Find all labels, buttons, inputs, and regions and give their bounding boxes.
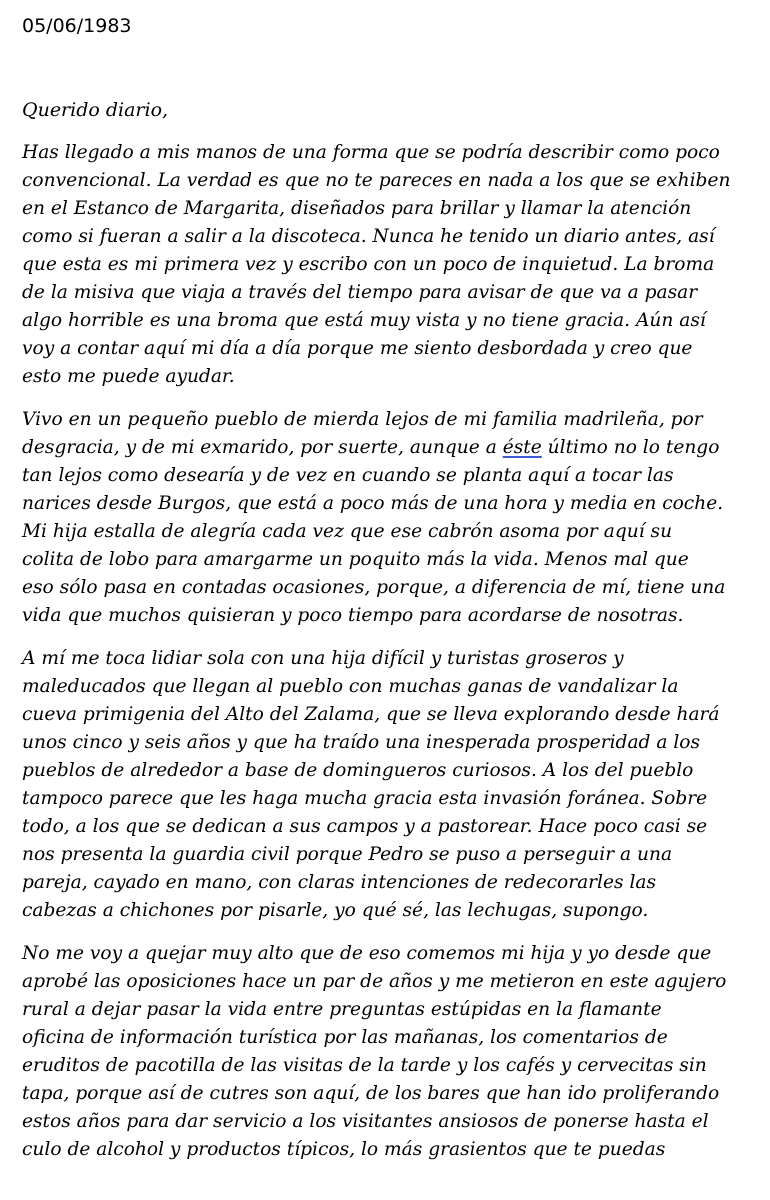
text-line: culo de alcohol y productos típicos, lo más grasientos que te puedas <box>22 1139 666 1160</box>
text-line: maleducados que llegan al pueblo con muchas ganas de vandalizar la <box>22 676 679 697</box>
text-line: No me voy a quejar muy alto que de eso comemos mi hija y yo desde que <box>22 943 712 964</box>
text-line: Has llegado a mis manos de una forma que se podría describir como poco <box>22 142 720 163</box>
text-line: tan lejos como desearía y de vez en cuando se planta aquí a tocar las <box>22 465 674 486</box>
text-line: vida que muchos quisieran y poco tiempo para acordarse de nosotras. <box>22 605 684 626</box>
spellcheck-underlined-word[interactable]: éste <box>502 437 542 458</box>
text-line: colita de lobo para amargarme un poquito más la vida. Menos mal que <box>22 549 689 570</box>
text-line: Mi hija estalla de alegría cada vez que ese cabrón asoma por aquí su <box>22 521 673 542</box>
salutation: Querido diario, <box>22 99 169 121</box>
text-line: que esta es mi primera vez y escribo con un poco de inquietud. La broma <box>22 254 715 275</box>
paragraph-1 <box>22 139 736 391</box>
text-line: eso sólo pasa en contadas ocasiones, porque, a diferencia de mí, tiene una <box>22 577 726 598</box>
paragraph-4 <box>22 940 736 1164</box>
text-line: aprobé las oposiciones hace un par de años y me metieron en este agujero <box>22 971 727 992</box>
paragraph-2 <box>22 406 736 630</box>
text-line: eruditos de pacotilla de las visitas de la tarde y los cafés y cervecitas sin <box>22 1055 707 1076</box>
text-segment: último no lo tengo <box>541 437 720 458</box>
text-line: estos años para dar servicio a los visitantes ansiosos de ponerse hasta el <box>22 1111 709 1132</box>
letter-body <box>22 139 736 1179</box>
text-line: todo, a los que se dedican a sus campos y a pastorear. Hace poco casi se <box>22 816 708 837</box>
text-line: nos presenta la guardia civil porque Pedro se puso a perseguir a una <box>22 844 673 865</box>
text-line: pueblos de alrededor a base de domingueros curiosos. A los del pueblo <box>22 760 694 781</box>
text-segment: desgracia, y de mi exmarido, por suerte, aunque a <box>22 437 503 458</box>
text-line: convencional. La verdad es que no te pareces en nada a los que se exhiben <box>22 170 731 191</box>
text-line: algo horrible es una broma que está muy vista y no tiene gracia. Aún así <box>22 310 706 331</box>
entry-date: 05/06/1983 <box>22 15 132 37</box>
text-line <box>22 434 736 462</box>
text-line: unos cinco y seis años y que ha traído una inesperada prosperidad a los <box>22 732 701 753</box>
text-line: oficina de información turística por las mañanas, los comentarios de <box>22 1027 668 1048</box>
text-line: voy a contar aquí mi día a día porque me siento desbordada y creo que <box>22 338 693 359</box>
text-line: pareja, cayado en mano, con claras intenciones de redecorarles las <box>22 872 657 893</box>
paragraph-3 <box>22 645 736 925</box>
text-line: A mí me toca lidiar sola con una hija difícil y turistas groseros y <box>22 648 624 669</box>
text-line: de la misiva que viaja a través del tiempo para avisar de que va a pasar <box>22 282 698 303</box>
text-line: cabezas a chichones por pisarle, yo qué sé, las lechugas, supongo. <box>22 900 649 921</box>
text-line: narices desde Burgos, que está a poco más de una hora y media en coche. <box>22 493 724 514</box>
text-line: esto me puede ayudar. <box>22 366 235 387</box>
text-line: como si fueran a salir a la discoteca. Nunca he tenido un diario antes, así <box>22 226 715 247</box>
text-line: tapa, porque así de cutres son aquí, de los bares que han ido proliferando <box>22 1083 720 1104</box>
text-line: tampoco parece que les haga mucha gracia esta invasión foránea. Sobre <box>22 788 708 809</box>
text-line: cueva primigenia del Alto del Zalama, que se lleva explorando desde hará <box>22 704 720 725</box>
text-line: rural a dejar pasar la vida entre preguntas estúpidas en la flamante <box>22 999 662 1020</box>
text-line: en el Estanco de Margarita, diseñados para brillar y llamar la atención <box>22 198 692 219</box>
text-line: Vivo en un pequeño pueblo de mierda lejos de mi familia madrileña, por <box>22 409 703 430</box>
